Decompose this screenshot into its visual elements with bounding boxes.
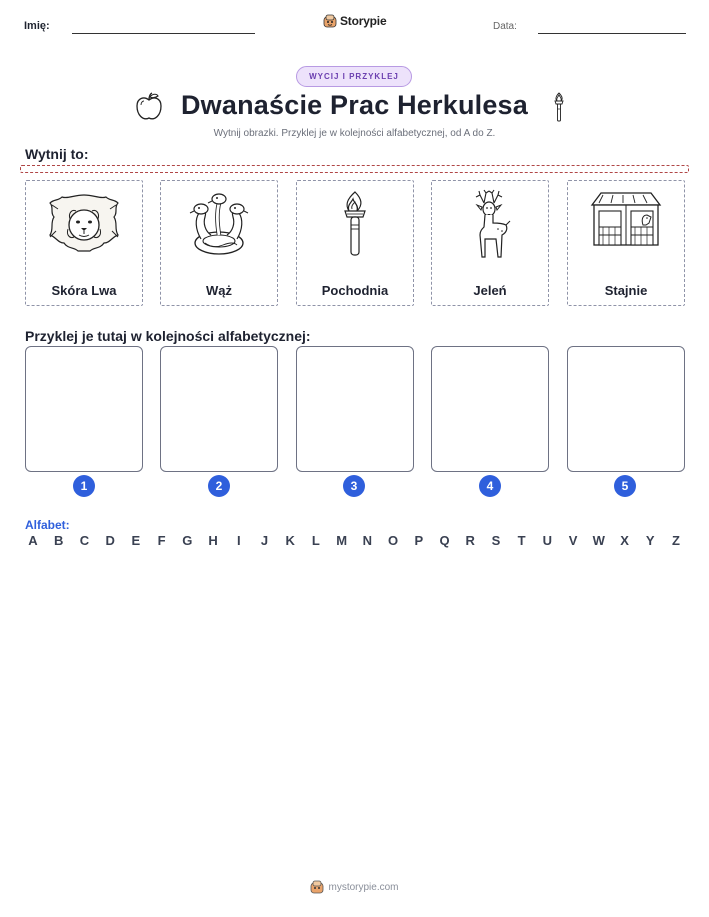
deer-icon <box>462 189 518 261</box>
alphabet-letter: P <box>414 533 424 548</box>
footer-url[interactable]: mystorypie.com <box>328 881 399 893</box>
name-label: Imię: <box>24 20 50 32</box>
alphabet-letter: J <box>260 533 269 548</box>
paste-slot-4[interactable] <box>431 346 549 472</box>
cut-card[interactable] <box>296 180 414 306</box>
card-label: Jeleń <box>473 283 507 298</box>
hydra-icon <box>183 189 255 259</box>
paste-slot-3[interactable] <box>296 346 414 472</box>
alphabet-letter: B <box>54 533 64 548</box>
cut-card[interactable] <box>25 180 143 306</box>
card-label: Skóra Lwa <box>51 283 117 298</box>
brand-logo <box>323 14 386 28</box>
alphabet-letter: A <box>28 533 38 548</box>
alphabet-letter: I <box>236 533 241 548</box>
alphabet-letter: U <box>542 533 553 548</box>
paste-heading: Przyklej je tutaj w kolejności alfabetycznej: <box>25 328 311 344</box>
activity-type-badge: WYCIJ I PRZYKLEJ <box>296 66 412 87</box>
page-title: Dwanaście Prac Herkulesa <box>180 90 528 120</box>
torch-icon <box>335 189 375 259</box>
card-label: Pochodnia <box>321 283 389 298</box>
alphabet-letter: Q <box>439 533 450 548</box>
alphabet-letter: F <box>157 533 166 548</box>
alphabet-label: Alfabet: <box>25 518 70 532</box>
cut-card[interactable] <box>160 180 278 306</box>
card-label: Stajnie <box>604 283 648 298</box>
slot-number-2: 2 <box>208 475 230 497</box>
alphabet-letter: O <box>388 533 399 548</box>
paste-slot-5[interactable] <box>567 346 685 472</box>
paste-slot-1[interactable] <box>25 346 143 472</box>
cut-card[interactable] <box>567 180 685 306</box>
instructions: Wytnij obrazki. Przyklej je w kolejności alfabetycznej, od A do Z. <box>213 128 496 139</box>
alphabet-letter: G <box>182 533 193 548</box>
alphabet-letter: H <box>208 533 218 548</box>
slot-number-1: 1 <box>73 475 95 497</box>
alphabet-letter: T <box>517 533 526 548</box>
name-line <box>72 33 255 34</box>
card-label: Wąż <box>206 283 232 298</box>
cut-heading: Wytnij to: <box>25 146 89 162</box>
alphabet-letter: W <box>592 533 605 548</box>
alphabet-letter: N <box>362 533 373 548</box>
footer <box>0 880 709 894</box>
alphabet-letter: E <box>131 533 141 548</box>
date-line <box>538 33 686 34</box>
slot-number-5: 5 <box>614 475 636 497</box>
alphabet-letter: C <box>79 533 90 548</box>
slot-number-4: 4 <box>479 475 501 497</box>
lion-skin-icon <box>44 189 124 259</box>
torch-icon <box>552 91 566 123</box>
alphabet-letter: R <box>465 533 475 548</box>
cut-card[interactable] <box>431 180 549 306</box>
storypie-mascot-icon <box>323 14 337 28</box>
alphabet-letter: M <box>336 533 348 548</box>
date-label: Data: <box>493 21 517 32</box>
alphabet-letter: Z <box>671 533 680 548</box>
alphabet-letter: V <box>568 533 578 548</box>
alphabet-letter: L <box>311 533 320 548</box>
slot-number-3: 3 <box>343 475 365 497</box>
stable-icon <box>589 189 663 247</box>
brand-name: Storypie <box>340 14 387 28</box>
cut-line <box>20 165 689 173</box>
alphabet-letter: X <box>620 533 629 548</box>
alphabet-letter: S <box>491 533 501 548</box>
alphabet-letter: K <box>285 533 295 548</box>
alphabet-letter: D <box>105 533 115 548</box>
storypie-mascot-icon <box>310 880 324 894</box>
alphabet-row <box>25 533 684 548</box>
paste-slot-2[interactable] <box>160 346 278 472</box>
alphabet-letter: Y <box>645 533 655 548</box>
